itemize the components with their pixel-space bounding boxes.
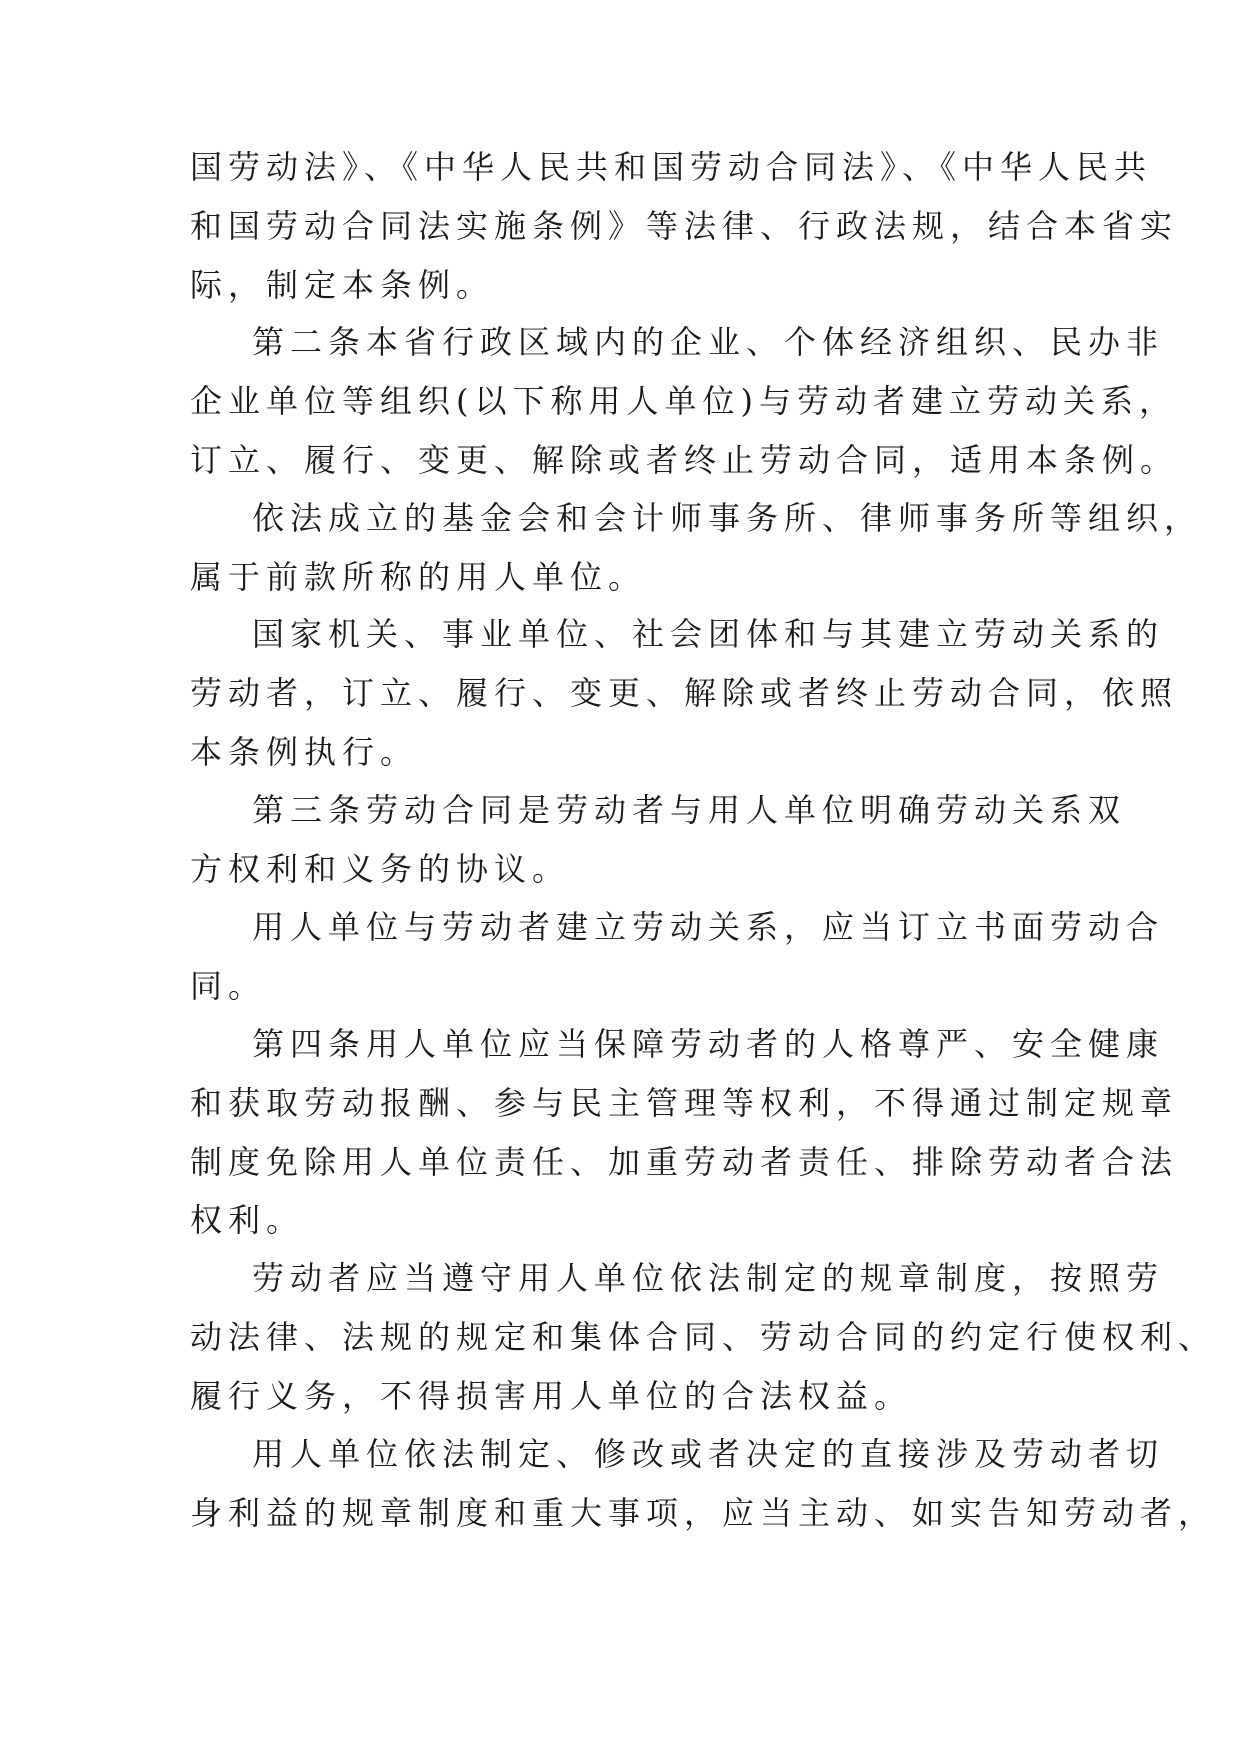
text-line: 订立、履行、变更、解除或者终止劳动合同，适用本条例。 — [190, 441, 1179, 479]
text-line: 企业单位等组织(以下称用人单位)与劳动者建立劳动关系， — [190, 382, 1177, 420]
paragraph-first-line: 第三条劳动合同是劳动者与用人单位明确劳动关系双 — [252, 791, 1127, 829]
paragraph-first-line: 第二条本省行政区域内的企业、个体经济组织、民办非 — [252, 323, 1165, 361]
text-line: 权利。 — [190, 1201, 305, 1239]
text-line: 属于前款所称的用人单位。 — [190, 558, 647, 596]
text-line: 同。 — [190, 967, 267, 1005]
paragraph-first-line: 用人单位依法制定、修改或者决定的直接涉及劳动者切 — [252, 1435, 1165, 1473]
paragraph-first-line: 依法成立的基金会和会计师事务所、律师事务所等组织， — [252, 499, 1203, 537]
text-line: 履行义务，不得损害用人单位的合法权益。 — [190, 1377, 913, 1415]
text-line: 劳动者，订立、履行、变更、解除或者终止劳动合同，依照 — [190, 674, 1179, 712]
text-line: 国劳动法》、《中华人民共和国劳动合同法》、《中华人民共 — [190, 148, 1153, 186]
text-line: 本条例执行。 — [190, 733, 419, 771]
text-line: 制度免除用人单位责任、加重劳动者责任、排除劳动者合法 — [190, 1143, 1179, 1181]
paragraph-first-line: 用人单位与劳动者建立劳动关系，应当订立书面劳动合 — [252, 908, 1165, 946]
paragraph-first-line: 劳动者应当遵守用人单位依法制定的规章制度，按照劳 — [252, 1259, 1165, 1297]
text-line: 方权利和义务的协议。 — [190, 850, 571, 888]
text-line: 际，制定本条例。 — [190, 266, 495, 304]
paragraph-first-line: 第四条用人单位应当保障劳动者的人格尊严、安全健康 — [252, 1025, 1165, 1063]
text-line: 动法律、法规的规定和集体合同、劳动合同的约定行使权利、 — [190, 1318, 1217, 1356]
paragraph-first-line: 国家机关、事业单位、社会团体和与其建立劳动关系的 — [252, 615, 1165, 653]
text-line: 和国劳动合同法实施条例》等法律、行政法规，结合本省实 — [190, 207, 1179, 245]
text-line: 和获取劳动报酬、参与民主管理等权利，不得通过制定规章 — [190, 1084, 1179, 1122]
text-line: 身利益的规章制度和重大事项，应当主动、如实告知劳动者， — [190, 1494, 1217, 1532]
